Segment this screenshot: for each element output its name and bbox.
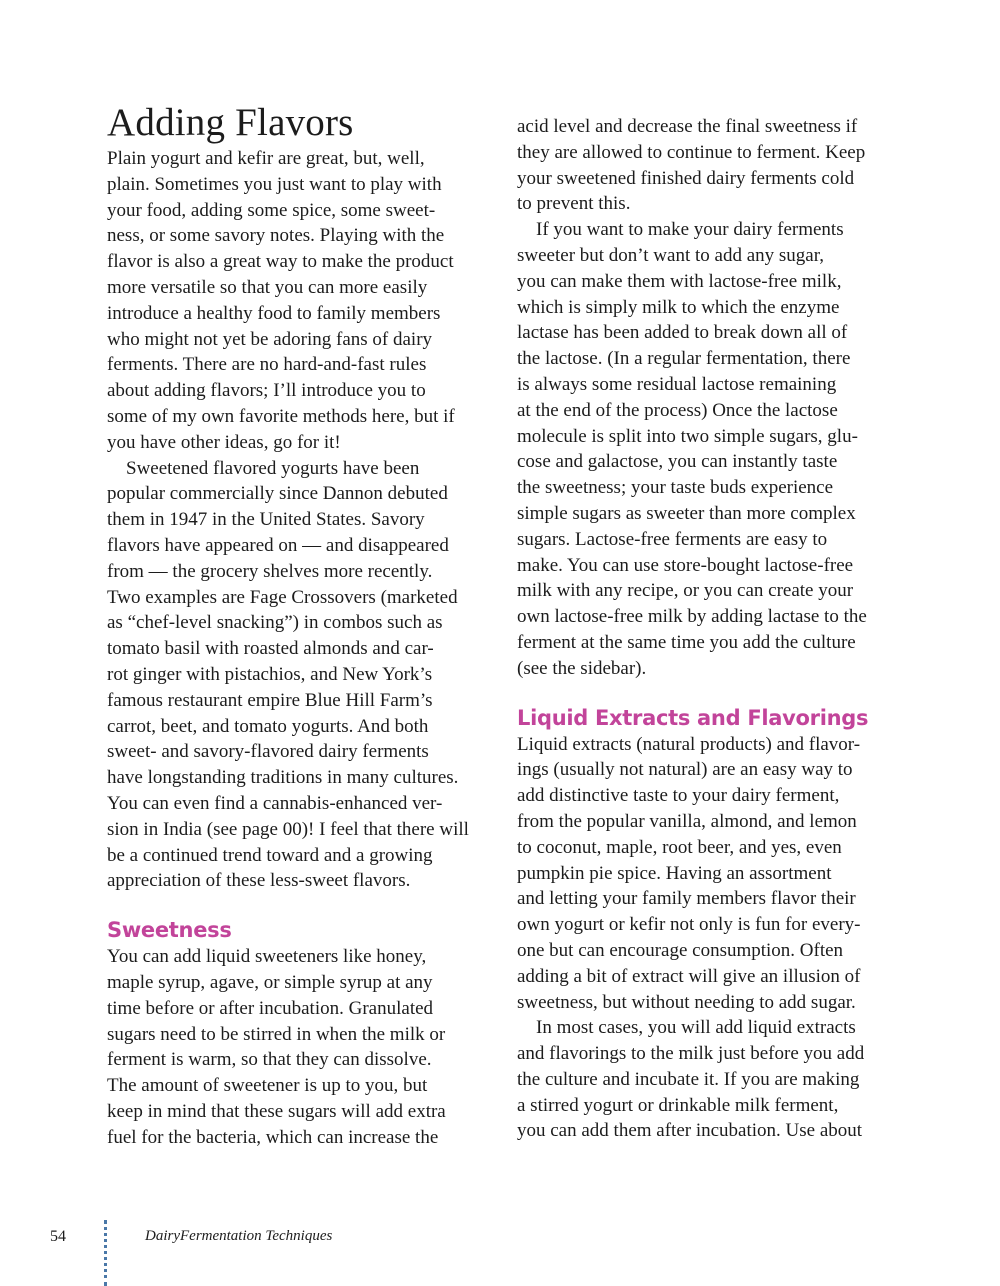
text-line: The amount of sweetener is up to you, but [107, 1075, 428, 1097]
text-line: pumpkin pie spice. Having an assortment [517, 862, 832, 884]
text-line: Liquid extracts (natural products) and flavor- [517, 733, 861, 755]
text-line: be a continued trend toward and a growing [107, 844, 433, 866]
text-line: the culture and incubate it. If you are making [517, 1068, 860, 1090]
text-line: sion in India (see page 00)! I feel that there will [107, 818, 469, 840]
text-line: you can make them with lactose-free milk, [517, 270, 842, 292]
text-line: at the end of the process) Once the lactose [517, 399, 838, 421]
right-column [517, 114, 902, 1144]
left-column [107, 100, 492, 1150]
text-line: the lactose. (In a regular fermentation, there [517, 348, 851, 370]
page-number: 54 [50, 1228, 66, 1245]
text-line: molecule is split into two simple sugars, glu- [517, 425, 858, 447]
text-line: flavors have appeared on — and disappeared [107, 534, 449, 556]
text-line: carrot, beet, and tomato yogurts. And both [107, 715, 429, 737]
text-line: flavor is also a great way to make the product [107, 251, 454, 273]
text-line: introduce a healthy food to family members [107, 302, 441, 324]
paragraph [517, 1015, 902, 1144]
text-line: Two examples are Fage Crossovers (marketed [107, 586, 458, 608]
paragraph [107, 146, 492, 456]
text-line: sugars. Lactose-free ferments are easy to [517, 528, 828, 550]
text-line: make. You can use store-bought lactose-free [517, 554, 854, 576]
text-line: you can add them after incubation. Use about [517, 1120, 863, 1142]
text-line: sweeter but don’t want to add any sugar, [517, 244, 825, 266]
text-line: which is simply milk to which the enzyme [517, 296, 840, 318]
sweetness-heading: Sweetness [107, 918, 232, 943]
text-line: to coconut, maple, root beer, and yes, even [517, 836, 842, 858]
text-line: they are allowed to continue to ferment. Keep [517, 141, 866, 163]
text-line: time before or after incubation. Granulated [107, 997, 434, 1019]
text-line: your sweetened finished dairy ferments cold [517, 167, 855, 189]
paragraph [107, 456, 492, 895]
text-line: milk with any recipe, or you can create your [517, 580, 854, 602]
extracts-heading: Liquid Extracts and Flavorings [517, 705, 869, 730]
text-line: and flavorings to the milk just before you add [517, 1043, 865, 1065]
text-line: as “chef-level snacking”) in combos such as [107, 612, 443, 634]
text-line: ferments. There are no hard-and-fast rules [107, 354, 427, 376]
text-line: them in 1947 in the United States. Savory [107, 509, 425, 531]
text-line: fuel for the bacteria, which can increase the [107, 1126, 439, 1148]
text-line: ings (usually not natural) are an easy way to [517, 759, 853, 781]
text-line: you have other ideas, go for it! [107, 431, 341, 453]
text-line: a stirred yogurt or drinkable milk ferment, [517, 1094, 839, 1116]
text-line: ferment is warm, so that they can dissolve. [107, 1049, 432, 1071]
text-line: have longstanding traditions in many cultures. [107, 767, 459, 789]
text-line: famous restaurant empire Blue Hill Farm’s [107, 689, 433, 711]
text-line: In most cases, you will add liquid extracts [536, 1017, 856, 1039]
paragraph [517, 732, 902, 1016]
text-line: plain. Sometimes you just want to play with [107, 173, 442, 195]
text-line: maple syrup, agave, or simple syrup at any [107, 971, 433, 993]
text-line: from — the grocery shelves more recently. [107, 560, 433, 582]
text-line: add distinctive taste to your dairy ferment, [517, 785, 840, 807]
text-line: You can even find a cannabis-enhanced ver- [107, 792, 443, 814]
text-line: sweetness, but without needing to add sugar. [517, 991, 856, 1013]
text-line: sugars need to be stirred in when the milk or [107, 1023, 446, 1045]
text-line: from the popular vanilla, almond, and lemon [517, 810, 857, 832]
text-line: Sweetened flavored yogurts have been [126, 457, 420, 479]
text-line: popular commercially since Dannon debuted [107, 483, 448, 505]
text-line: more versatile so that you can more easily [107, 276, 428, 298]
text-line: sweet- and savory-flavored dairy ferments [107, 741, 429, 763]
text-line: is always some residual lactose remaining [517, 373, 837, 395]
text-line: to prevent this. [517, 193, 631, 215]
text-line: own yogurt or kefir not only is fun for every- [517, 914, 861, 936]
footer-dotted-rule [104, 1220, 107, 1286]
text-line: and letting your family members flavor their [517, 888, 856, 910]
text-line: appreciation of these less-sweet flavors. [107, 870, 411, 892]
running-head: DairyFermentation Techniques [145, 1228, 333, 1244]
paragraph [517, 114, 902, 217]
text-line: simple sugars as sweeter than more complex [517, 502, 856, 524]
text-line: Plain yogurt and kefir are great, but, well, [107, 148, 425, 169]
text-line: If you want to make your dairy ferments [536, 219, 844, 241]
paragraph [517, 217, 902, 681]
text-line: one but can encourage consumption. Often [517, 939, 844, 961]
text-line: ferment at the same time you add the culture [517, 631, 856, 653]
text-line: (see the sidebar). [517, 657, 647, 679]
text-line: your food, adding some spice, some sweet- [107, 199, 436, 221]
text-line: adding a bit of extract will give an illusion of [517, 965, 861, 987]
text-line: about adding flavors; I’ll introduce you to [107, 380, 426, 402]
text-line: ness, or some savory notes. Playing with the [107, 225, 445, 247]
text-line: own lactose-free milk by adding lactase to the [517, 606, 867, 628]
text-line: tomato basil with roasted almonds and car- [107, 638, 434, 660]
text-line: You can add liquid sweeteners like honey, [107, 946, 427, 968]
page-title: Adding Flavors [107, 101, 354, 144]
text-line: rot ginger with pistachios, and New York’s [107, 663, 433, 685]
text-line: cose and galactose, you can instantly taste [517, 451, 838, 473]
text-line: lactase has been added to break down all of [517, 322, 848, 344]
paragraph [107, 944, 492, 1150]
text-line: some of my own favorite methods here, but if [107, 405, 455, 427]
page-footer [0, 1220, 1000, 1286]
text-line: keep in mind that these sugars will add extra [107, 1100, 446, 1122]
text-line: the sweetness; your taste buds experience [517, 477, 834, 499]
text-line: acid level and decrease the final sweetness if [517, 116, 858, 137]
text-line: who might not yet be adoring fans of dairy [107, 328, 433, 350]
